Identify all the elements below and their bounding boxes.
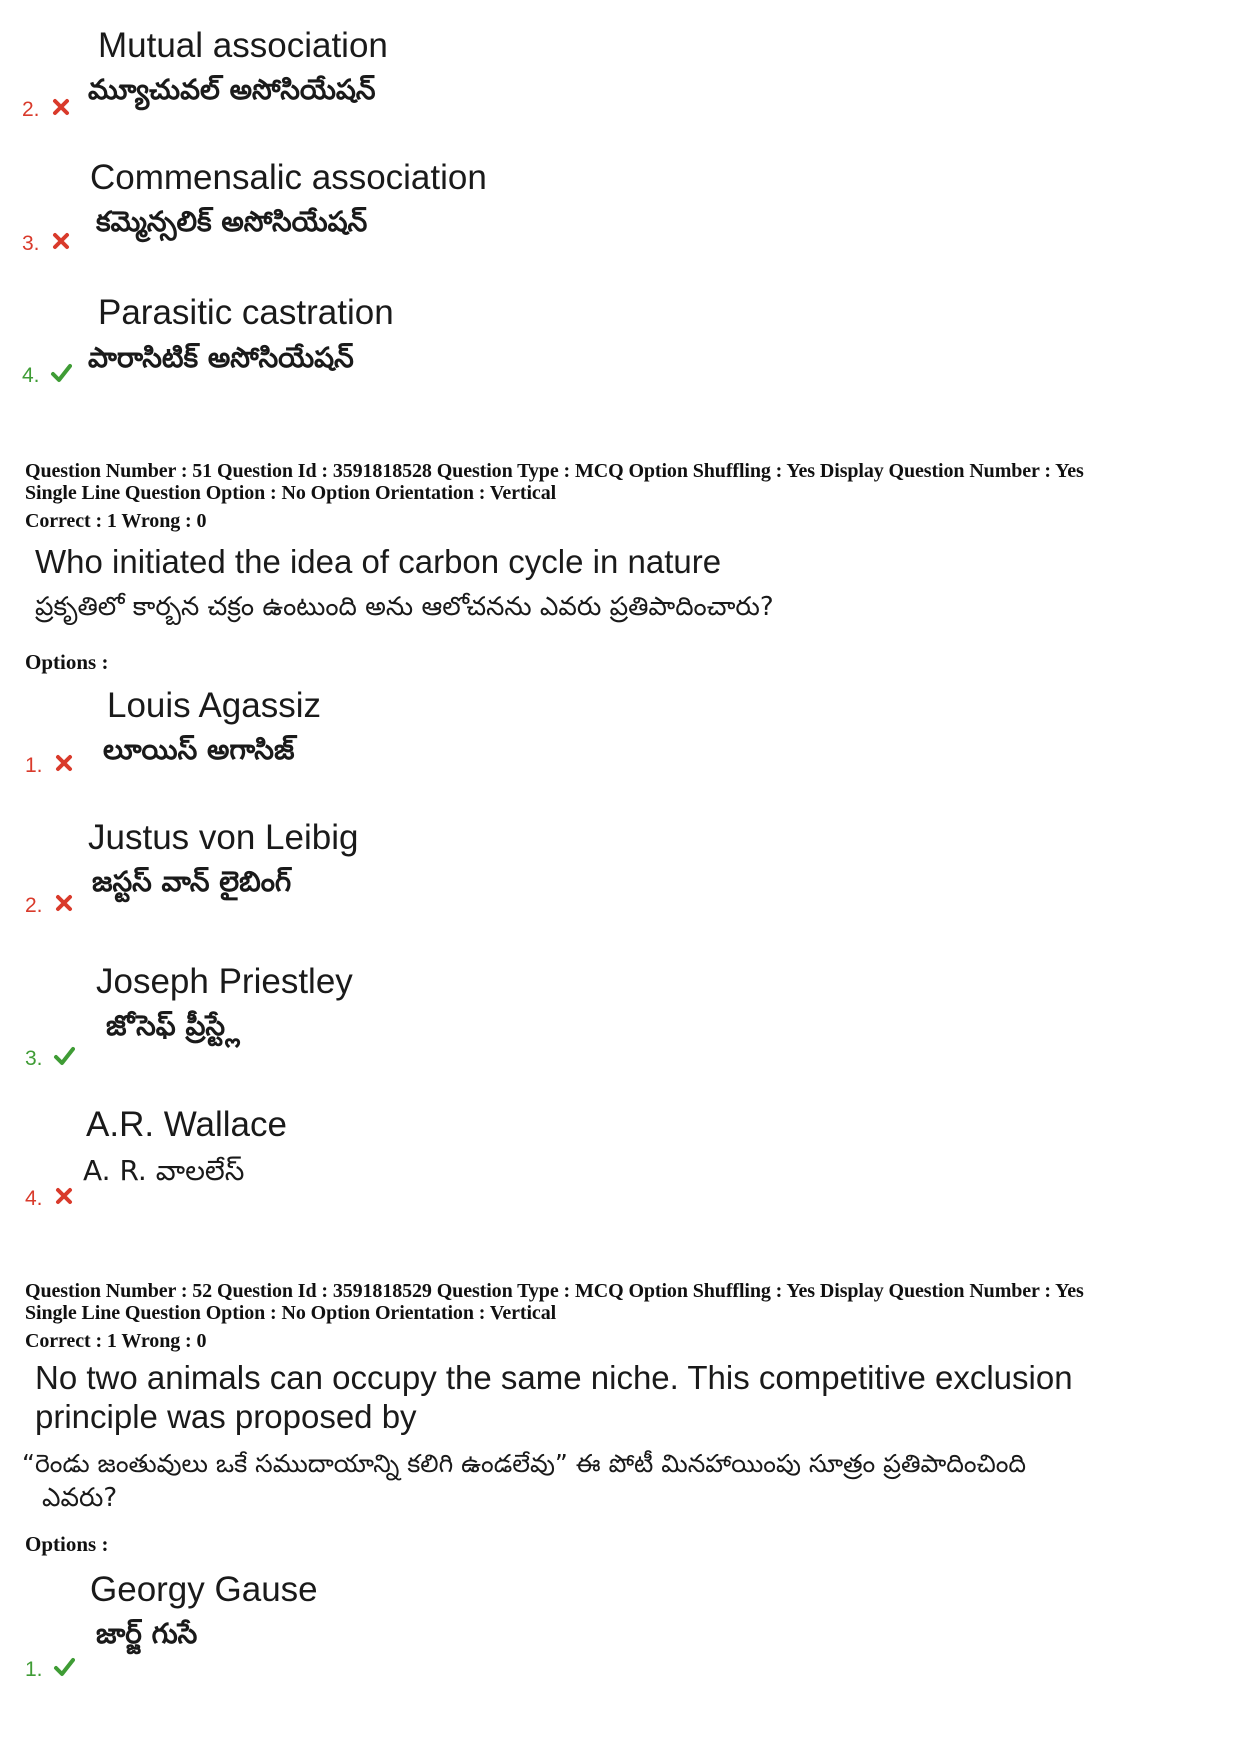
options-label: Options : bbox=[25, 1532, 109, 1556]
question-meta-line2: Single Line Question Option : No Option Orientation : Vertical bbox=[25, 482, 557, 504]
question-meta-line2: Single Line Question Option : No Option Orientation : Vertical bbox=[25, 1302, 557, 1324]
check-icon bbox=[50, 362, 72, 384]
option-text-en: A.R. Wallace bbox=[86, 1105, 287, 1144]
option-marker bbox=[25, 1045, 75, 1070]
option-text-te: కమ్మెన్సలిక్ అసోసియేషన్ bbox=[96, 205, 368, 238]
option-text-en: Joseph Priestley bbox=[96, 962, 353, 1001]
option-text-te: జార్జ్ గుసే bbox=[96, 1617, 198, 1650]
option-marker bbox=[25, 892, 75, 917]
option-text-en: Parasitic castration bbox=[98, 293, 394, 332]
option-number: 4. bbox=[22, 364, 40, 387]
option-text-te: లూయిస్ అగాసిజ్ bbox=[103, 733, 295, 766]
question-marks: Correct : 1 Wrong : 0 bbox=[25, 1330, 207, 1352]
check-icon bbox=[53, 1045, 75, 1067]
option-marker bbox=[22, 230, 72, 255]
option-text-en: Commensalic association bbox=[90, 158, 487, 197]
cross-icon bbox=[50, 230, 72, 252]
option-text-en: Georgy Gause bbox=[90, 1570, 318, 1609]
cross-icon bbox=[53, 892, 75, 914]
option-number: 3. bbox=[25, 1047, 43, 1070]
option-number: 2. bbox=[22, 98, 40, 121]
cross-icon bbox=[53, 752, 75, 774]
question-text-en: Who initiated the idea of carbon cycle in nature bbox=[35, 543, 722, 580]
question-text-en-line2: principle was proposed by bbox=[35, 1398, 417, 1435]
question-meta-line1: Question Number : 52 Question Id : 3591818529 Question Type : MCQ Option Shuffling : Yes Display Question Number : Yes bbox=[25, 1280, 1084, 1302]
cross-icon bbox=[50, 96, 72, 118]
options-label: Options : bbox=[25, 650, 109, 674]
question-marks: Correct : 1 Wrong : 0 bbox=[25, 510, 207, 532]
question-text-en-line1: No two animals can occupy the same niche. This competitive exclusion bbox=[35, 1359, 1073, 1396]
cross-icon bbox=[53, 1185, 75, 1207]
option-marker bbox=[22, 362, 72, 387]
question-text-te-line1: “రెండు జంతువులు ఒకే సముదాయాన్ని కలిగి ఉండలేవు” ఈ పోటీ మినహాయింపు సూత్రం ప్రతిపాదించింది bbox=[22, 1449, 1027, 1478]
option-number: 2. bbox=[25, 894, 43, 917]
option-number: 1. bbox=[25, 754, 43, 777]
option-text-te: పారాసిటిక్ అసోసియేషన్ bbox=[88, 341, 354, 374]
question-meta-line1: Question Number : 51 Question Id : 3591818528 Question Type : MCQ Option Shuffling : Yes Display Question Number : Yes bbox=[25, 460, 1084, 482]
option-text-en: Louis Agassiz bbox=[107, 686, 322, 725]
option-text-en: Mutual association bbox=[98, 26, 388, 65]
option-marker bbox=[22, 96, 72, 121]
option-number: 1. bbox=[25, 1658, 43, 1681]
option-number: 4. bbox=[25, 1187, 43, 1210]
option-marker bbox=[25, 1656, 75, 1681]
option-text-te: జోసెఫ్ ప్రీస్ట్లే bbox=[106, 1009, 240, 1042]
option-marker bbox=[25, 752, 75, 777]
option-number: 3. bbox=[22, 232, 40, 255]
option-text-te: మ్యూచువల్ అసోసియేషన్ bbox=[88, 73, 376, 106]
check-icon bbox=[53, 1656, 75, 1678]
option-text-en: Justus von Leibig bbox=[88, 818, 359, 857]
question-text-te-line2: ఎవరు? bbox=[42, 1483, 118, 1513]
option-text-te: జస్టస్ వాన్ లైబింగ్ bbox=[92, 865, 292, 898]
option-marker bbox=[25, 1185, 75, 1210]
question-text-te: ప్రకృతిలో కార్బన చక్రం ఉంటుంది అను ఆలోచనను ఎవరు ప్రతిపాదించారు? bbox=[35, 592, 774, 622]
option-text-te: A. R. వాలలేస్ bbox=[83, 1154, 245, 1187]
